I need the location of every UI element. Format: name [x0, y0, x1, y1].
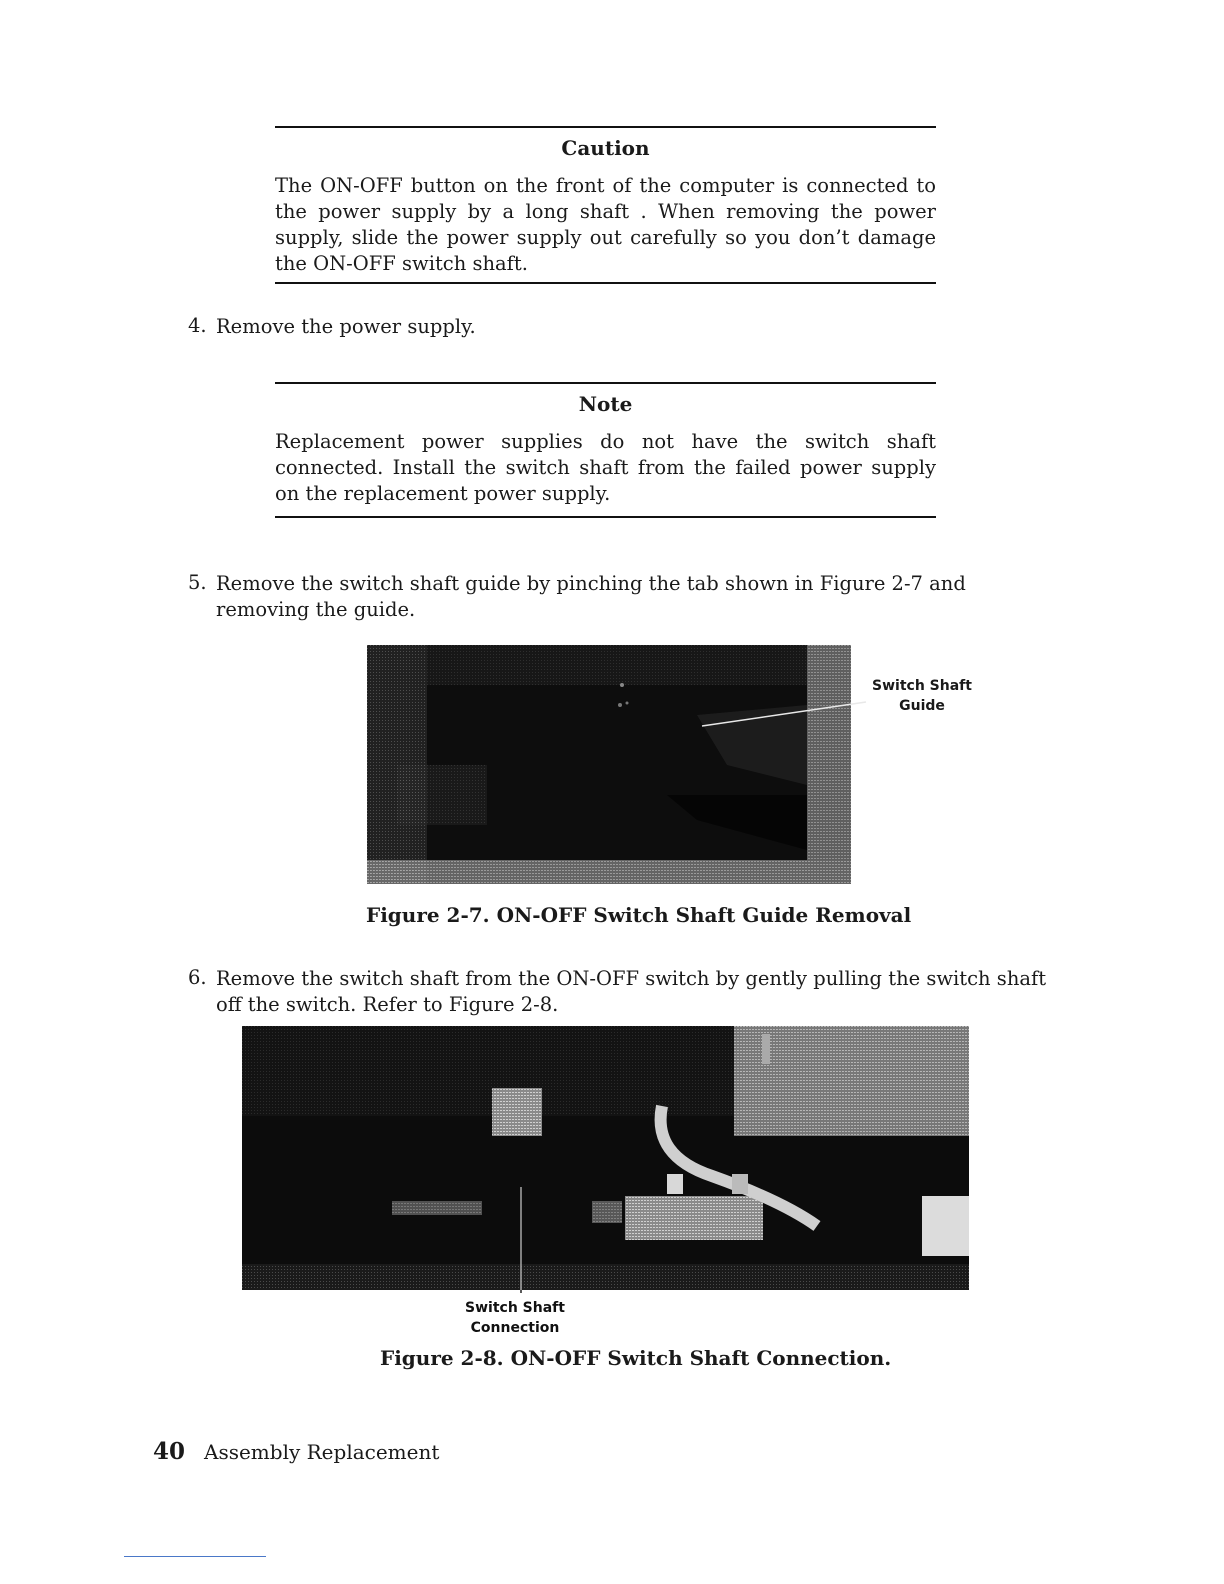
figure-2-7-photo: [367, 645, 851, 884]
figure-2-8-callout-leader: [515, 1185, 527, 1295]
page-number: 40: [153, 1438, 186, 1465]
figure-2-7-callout-line2: Guide: [899, 698, 945, 714]
caution-bottom-rule: [275, 282, 936, 284]
note-body: Replacement power supplies do not have the switch shaft connected. Install the switch shaft from the failed power supply on the replacement power supply.: [275, 430, 936, 505]
figure-2-7-callout-leader: [700, 690, 870, 730]
step-6-number: 6.: [188, 966, 207, 989]
caution-title: Caution: [561, 136, 650, 160]
figure-2-7-callout: [866, 676, 978, 716]
figure-2-8-callout-line1: Switch Shaft: [465, 1300, 565, 1316]
figure-2-7-callout-line1: Switch Shaft: [872, 678, 972, 694]
figure-2-8-illustration: [242, 1026, 969, 1290]
figure-2-8-caption: Figure 2-8. ON-OFF Switch Shaft Connection.: [380, 1346, 892, 1370]
step-6-text: Remove the switch shaft from the ON-OFF switch by gently pulling the switch shaft off the switch. Refer to Figure 2-8.: [216, 967, 1047, 1016]
step-4-number: 4.: [188, 314, 207, 337]
bottom-divider: [124, 1556, 266, 1557]
figure-2-7-illustration: [367, 645, 851, 884]
step-5-text: Remove the switch shaft guide by pinching the tab shown in Figure 2-7 and removing the guide.: [216, 572, 966, 621]
figure-2-8-callout-line2: Connection: [470, 1320, 560, 1336]
section-title: Assembly Replacement: [204, 1440, 440, 1464]
note-bottom-rule: [275, 516, 936, 518]
figure-2-8-photo: [242, 1026, 969, 1290]
figure-2-8-callout: [455, 1298, 575, 1338]
caution-top-rule: [275, 126, 936, 128]
note-title: Note: [578, 392, 633, 416]
note-top-rule: [275, 382, 936, 384]
step-5-number: 5.: [188, 571, 207, 594]
figure-2-7-caption: Figure 2-7. ON-OFF Switch Shaft Guide Removal: [366, 903, 912, 927]
caution-body: The ON-OFF button on the front of the computer is connected to the power supply by a long shaft . When removing the power supply, slide the power supply out carefully so you don’t damage the ON-OFF switch shaft.: [275, 174, 936, 275]
step-4-text: Remove the power supply.: [216, 315, 476, 338]
